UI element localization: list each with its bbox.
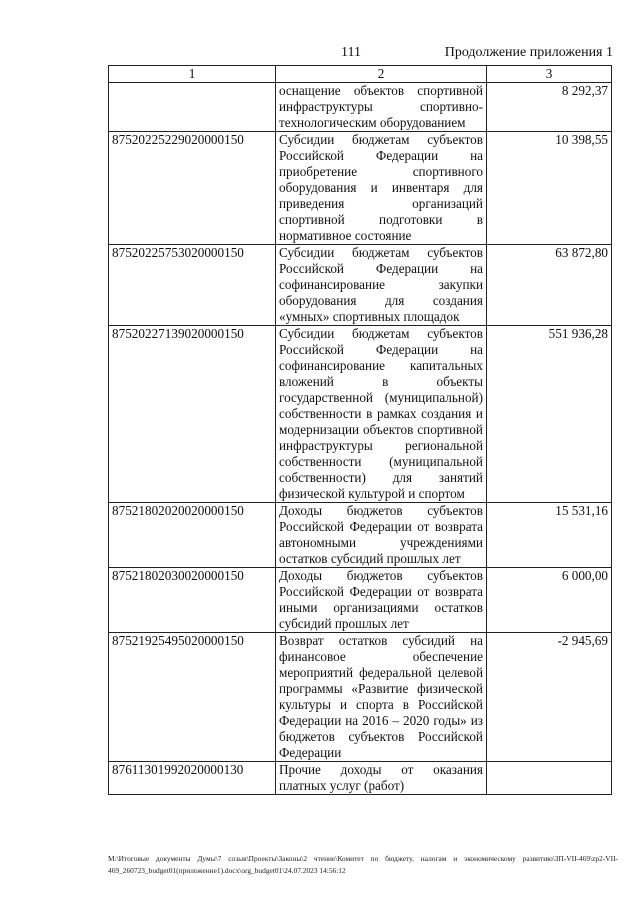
row-amount: 551 936,28 xyxy=(487,326,612,503)
row-description: Возврат остатков субсидий на финансовое обеспечение мероприятий федеральной целевой программы «Развитие физической культуры и спорта в Российской Федерации на 2016 – 2020 годы» из бюджетов субъектов Российской Федерации xyxy=(276,633,487,762)
row-description: Доходы бюджетов субъектов Российской Федерации от возврата автономными учреждениями остатков субсидий прошлых лет xyxy=(276,503,487,568)
table-row xyxy=(109,503,612,568)
table-row xyxy=(109,83,612,132)
row-amount: 63 872,80 xyxy=(487,245,612,326)
row-code: 87521925495020000150 xyxy=(109,633,276,762)
row-description: оснащение объектов спортивной инфраструктуры спортивно-технологическим оборудованием xyxy=(276,83,487,132)
row-amount: 10 398,55 xyxy=(487,132,612,245)
row-amount xyxy=(487,762,612,795)
table-row xyxy=(109,245,612,326)
table-row xyxy=(109,633,612,762)
row-description: Субсидии бюджетам субъектов Российской Федерации на приобретение спортивного оборудования и инвентаря для приведения организаций спортивной подготовки в нормативное состояние xyxy=(276,132,487,245)
row-code xyxy=(109,83,276,132)
table-row xyxy=(109,568,612,633)
row-amount: -2 945,69 xyxy=(487,633,612,762)
table-header-row xyxy=(109,66,612,83)
document-path-footer: М:\Итоговые документы Думы\7 созыв\Проекты\Законы\2 чтение\Комитет по бюджету, налогам и экономическому развитию\ЗП-VII-469\zp2-VII-469_260723_budget01(приложение1).docx\org_budget01\24.07.2023 14:56:12 xyxy=(108,854,618,875)
row-description: Доходы бюджетов субъектов Российской Федерации от возврата иными организациями остатков субсидий прошлых лет xyxy=(276,568,487,633)
row-description: Прочие доходы от оказания платных услуг (работ) xyxy=(276,762,487,795)
row-description: Субсидии бюджетам субъектов Российской Федерации на софинансирование капитальных вложений в объекты государственной (муниципальной) собственности в рамках создания и модернизации объектов спортивной инфраструктуры региональной собственности (муниципальной собственности) для занятий физической культурой и спортом xyxy=(276,326,487,503)
row-code: 87520227139020000150 xyxy=(109,326,276,503)
table-row xyxy=(109,326,612,503)
page-number: 111 xyxy=(341,45,361,60)
column-header-1: 1 xyxy=(109,66,276,83)
row-code: 87521802030020000150 xyxy=(109,568,276,633)
table-row xyxy=(109,132,612,245)
row-amount: 6 000,00 xyxy=(487,568,612,633)
row-code: 87520225229020000150 xyxy=(109,132,276,245)
row-amount: 15 531,16 xyxy=(487,503,612,568)
budget-table xyxy=(108,65,612,795)
column-header-2: 2 xyxy=(276,66,487,83)
row-code: 87520225753020000150 xyxy=(109,245,276,326)
continuation-note: Продолжение приложения 1 xyxy=(444,45,613,60)
row-code: 87521802020020000150 xyxy=(109,503,276,568)
row-amount: 8 292,37 xyxy=(487,83,612,132)
row-description: Субсидии бюджетам субъектов Российской Федерации на софинансирование закупки оборудования для создания «умных» спортивных площадок xyxy=(276,245,487,326)
table-row xyxy=(109,762,612,795)
column-header-3: 3 xyxy=(487,66,612,83)
row-code: 87611301992020000130 xyxy=(109,762,276,795)
